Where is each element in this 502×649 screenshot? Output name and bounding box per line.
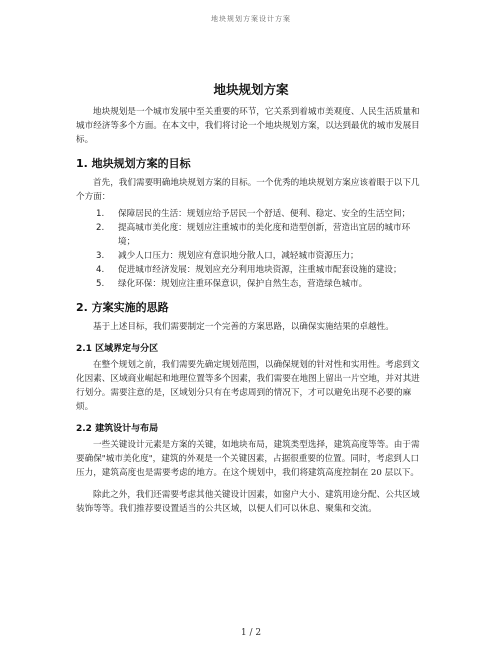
list-item-number: 4. <box>96 265 105 275</box>
list-item <box>76 263 426 277</box>
list-item-text: 保障居民的生活：规划应给予居民一个舒适、便利、稳定、安全的生活空间； <box>118 209 411 219</box>
page-number: 1 / 2 <box>240 628 262 638</box>
section-1-lead: 首先，我们需要明确地块规划方案的目标。一个优秀的地块规划方案应该着眼于以下几个方面： <box>76 178 420 202</box>
list-item <box>76 207 426 221</box>
subsection-2-2-text-2: 除此之外，我们还需要考虑其他关键设计因素，如窗户大小、建筑用途分配、公共区域装饰等等。我们推荐要设置适当的公共区域，以便人们可以休息、聚集和交流。 <box>76 490 420 514</box>
document-title: 地块规划方案 <box>213 82 289 97</box>
document-body <box>76 80 426 516</box>
section-2-lead: 基于上述目标，我们需要制定一个完善的方案思路，以确保实施结果的卓越性。 <box>93 322 394 332</box>
list-item-text: 促进城市经济发展：规划应充分利用地块资源，注重城市配套设施的建设； <box>118 265 402 275</box>
list-item-text: 提高城市美化度：规划应注重城市的美化度和造型创新，营造出宜居的城市环境； <box>118 223 411 247</box>
subsection-2-1-heading: 2.1 区域界定与分区 <box>76 344 159 354</box>
list-item-number: 3. <box>96 251 105 261</box>
list-item <box>76 221 426 249</box>
list-item <box>76 249 426 263</box>
list-item <box>76 277 426 291</box>
intro-paragraph: 地块规划是一个城市发展中至关重要的环节，它关系到着城市美观度、人民生活质量和城市经济等多个方面。在本文中，我们将讨论一个地块规划方案，以达到最优的城市发展目标。 <box>76 107 420 145</box>
goal-list <box>76 207 426 291</box>
list-item-number: 5. <box>96 279 105 289</box>
subsection-2-2-heading: 2.2 建筑设计与布局 <box>76 424 159 434</box>
section-2-heading: 2. 方案实施的思路 <box>76 301 169 314</box>
subsection-2-2-text-1: 一些关键设计元素是方案的关键，如地块布局，建筑类型选择，建筑高度等等。由于需要确保"城市美化度"，建筑的外观是一个关键因素，占据很重要的位置。同时，考虑到人口压力，建筑高度也是需要考虑的地方。在这个规划中，我们将建筑高度控制在 20 层以下。 <box>76 440 420 478</box>
subsection-2-1-text: 在整个规划之前，我们需要先确定规划范围，以确保规划的针对性和实用性。考虑到文化因素、区域商业崛起和地理位置等多个因素，我们需要在地图上留出一片空地，并对其进行划分。需要注意的是，区域划分只有在考虑周到的情况下，才可以避免出现不必要的麻烦。 <box>76 360 420 412</box>
list-item-number: 2. <box>96 223 105 233</box>
list-item-number: 1. <box>96 209 105 219</box>
section-1-heading: 1. 地块规划方案的目标 <box>76 157 191 170</box>
list-item-text: 减少人口压力：规划应有意识地分散人口，减轻城市资源压力； <box>118 251 359 261</box>
running-header: 地块规划方案设计方案 <box>211 15 291 23</box>
paragraph-gap <box>76 480 426 488</box>
list-item-text: 绿化环保：规划应注重环保意识，保护自然生态，营造绿色城市。 <box>118 279 368 289</box>
